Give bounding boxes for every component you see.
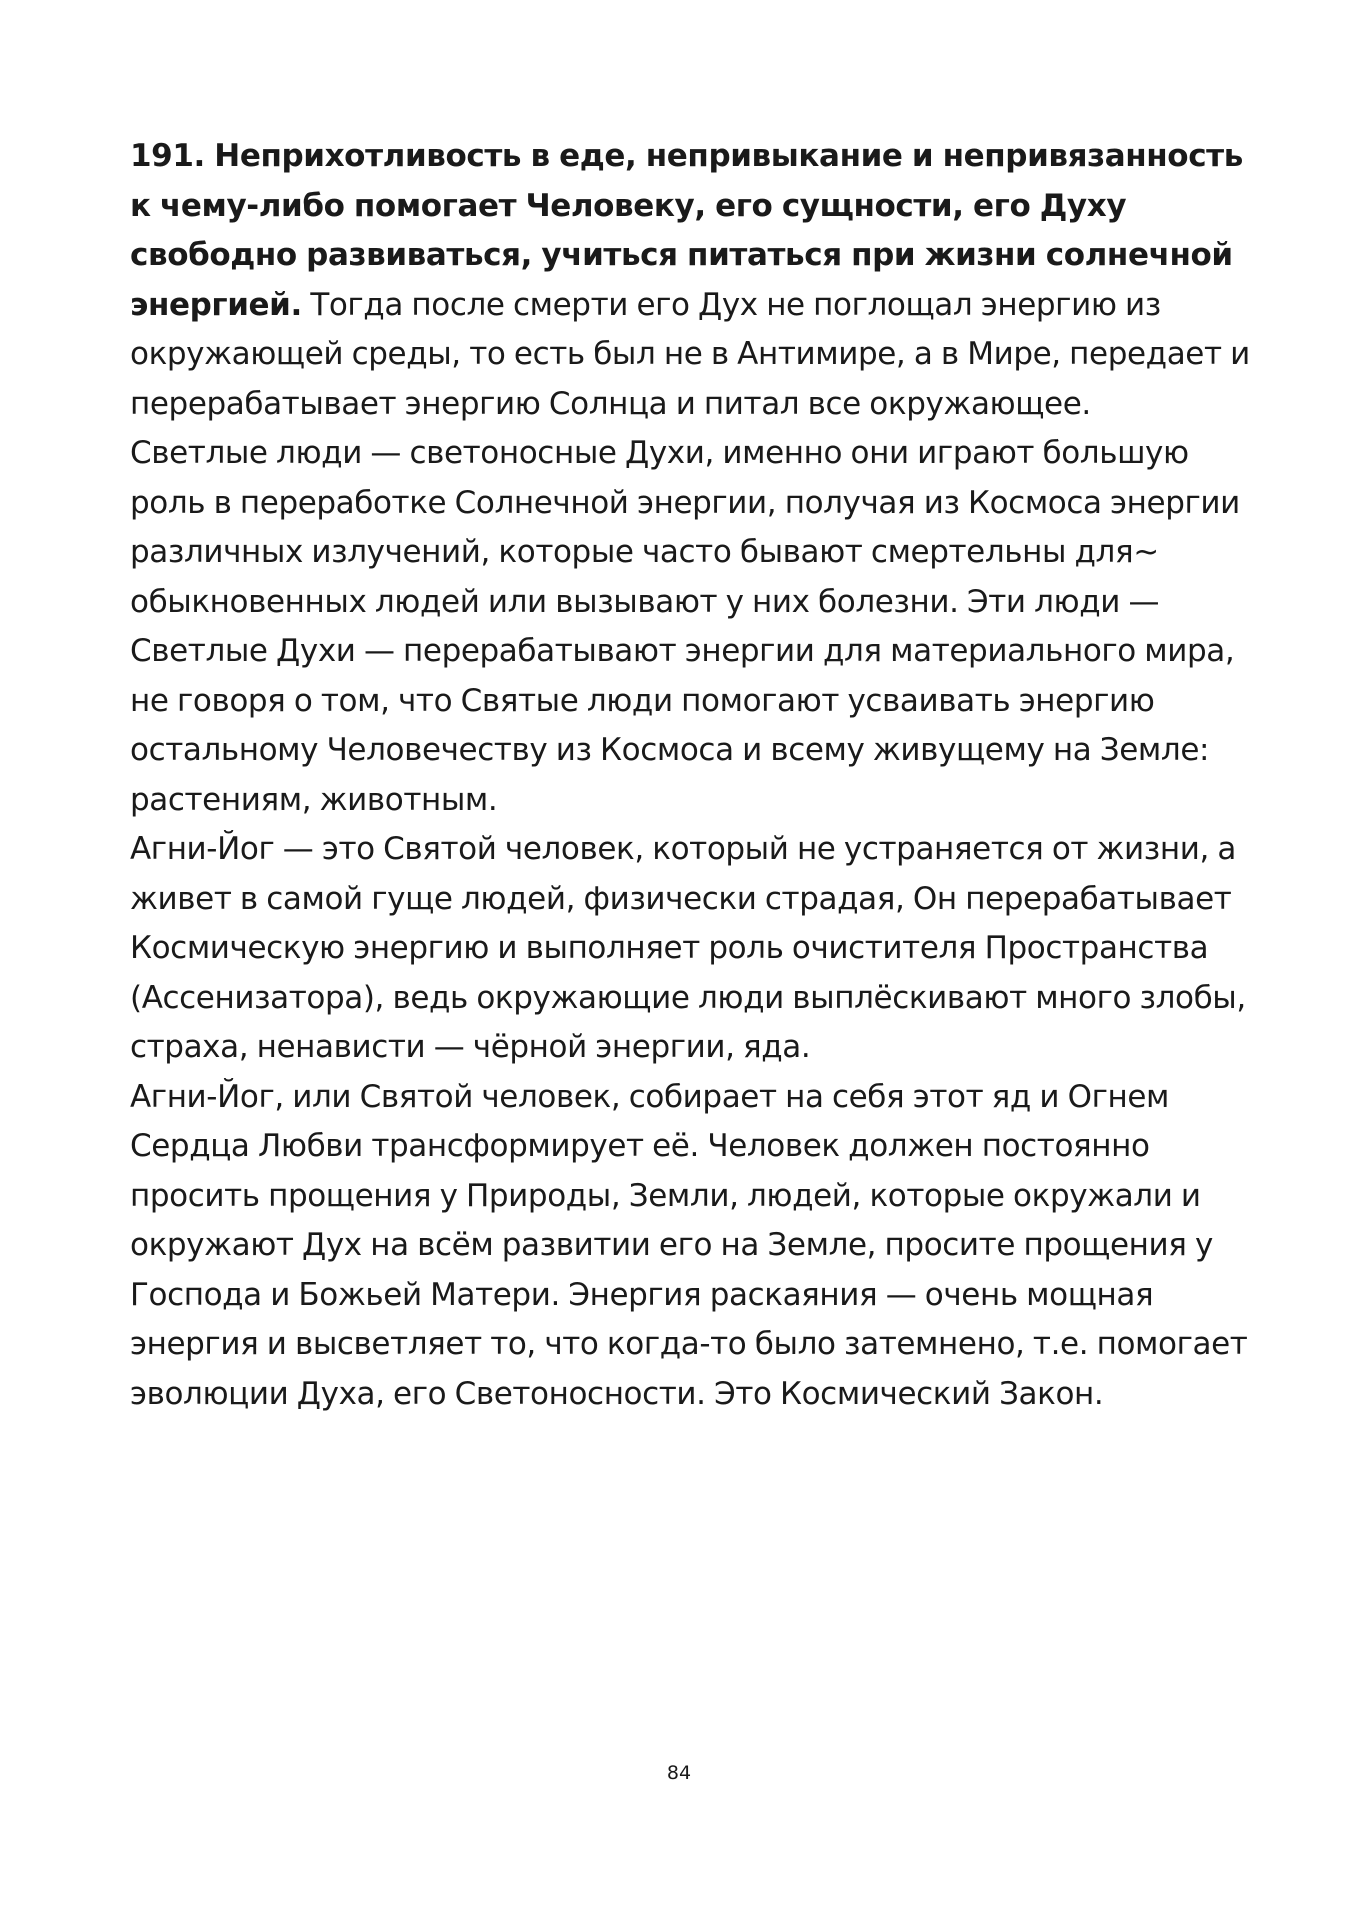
section-heading: 191. Неприхотливость в еде, непривыкание и непривязанность к чему-либо помогает Человеку, его сущности, его Духу свободно развиваться, учиться питаться при жизни солнечной энергией. — [130, 138, 1243, 323]
paragraph-1 — [130, 132, 1250, 429]
paragraph-2: Светлые люди — светоносные Духи, именно они играют большую роль в переработке Солнечной энергии, получая из Космоса энергии различных излучений, которые часто бывают смертельны для~ обыкновенных людей или вызывают у них болезни. Эти люди — Светлые Духи — перерабатывают энергии для материального мира, не говоря о том, что Святые люди помогают усваивать энергию остальному Человечеству из Космоса и всему живущему на Земле: растениям, животным. — [130, 435, 1240, 818]
paragraph-3: Агни-Йог — это Святой человек, который не устраняется от жизни, а живет в самой гуще людей, физически страдая, Он перерабатывает Космическую энергию и выполняет роль очистителя Пространства (Ассенизатора), ведь окружающие люди выплёскивают много злобы, страха, ненависти — чёрной энергии, яда. — [130, 831, 1246, 1065]
page-number: 84 — [666, 1762, 692, 1784]
body-text — [130, 132, 1250, 1419]
paragraph-4: Агни-Йог, или Святой человек, собирает на себя этот яд и Огнем Сердца Любви трансформирует её. Человек должен постоянно просить прощения у Природы, Земли, людей, которые окружали и окружают Дух на всём развитии его на Земле, просите прощения у Господа и Божьей Матери. Энергия раскаяния — очень мощная энергия и высветляет то, что когда-то было затемнено, т.е. помогает эволюции Духа, его Светоносности. Это Космический Закон. — [130, 1078, 1248, 1412]
paragraph-1-text: Тогда после смерти его Дух не поглощал энергию из окружающей среды, то есть был не в Антимире, а в Мире, передает и перерабатывает энергию Солнца и питал все окружающее. — [130, 286, 1250, 422]
